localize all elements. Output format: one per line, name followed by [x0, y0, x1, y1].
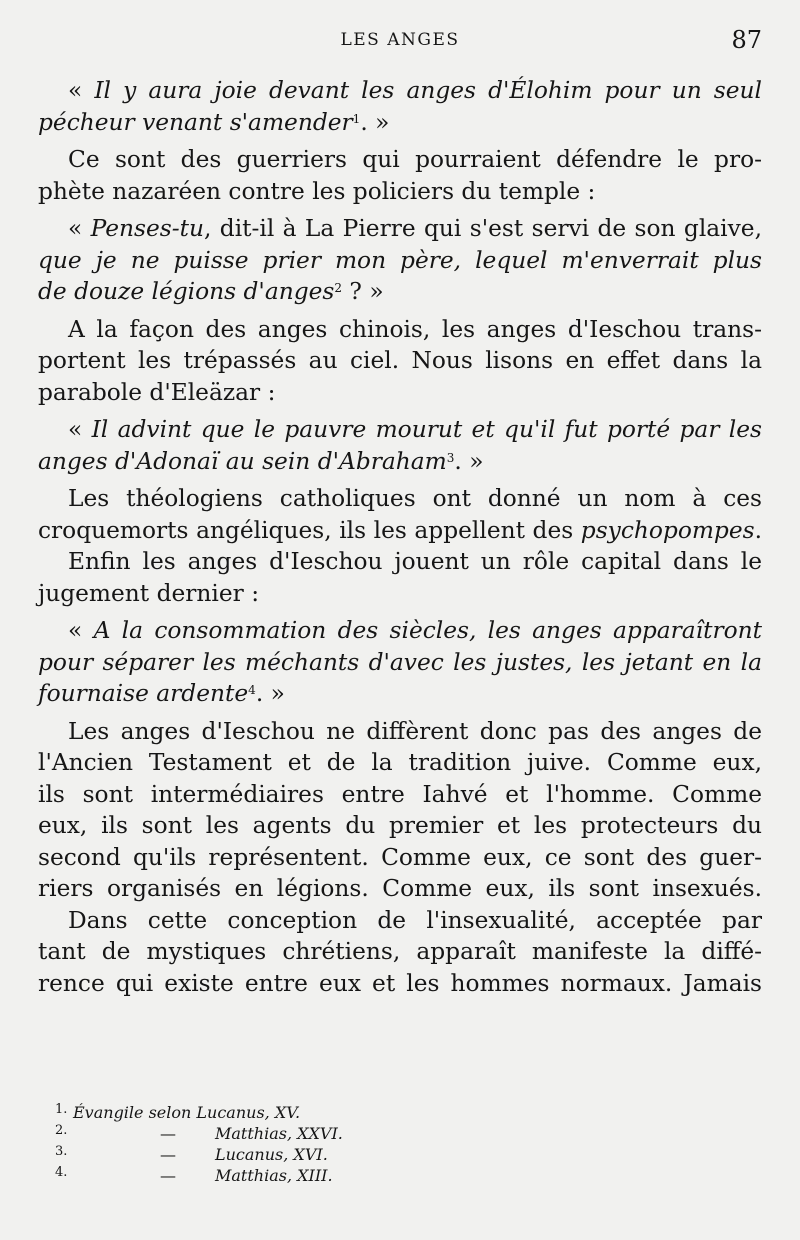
text-line: tant de mystiques chrétiens, apparaît manifeste la diffé-: [38, 938, 762, 965]
quotation: pécheur venant s'amender: [38, 108, 353, 136]
footnote-number: 3.: [55, 1144, 68, 1159]
quotation: Il y aura joie devant les anges d'Élohim pour un seul: [94, 77, 762, 104]
footnotes: [55, 1102, 415, 1186]
text-line: second qu'ils représentent. Comme eux, ce sont des guer-: [38, 843, 762, 871]
text-line: portent les trépassés au ciel. Nous lisons en effet dans la: [38, 347, 762, 374]
text-line: A la façon des anges chinois, les anges d'Ieschou trans-: [68, 315, 762, 343]
text-line: « Il y aura joie devant les anges d'Élohim pour un seul: [68, 77, 762, 104]
text-line: Dans cette conception de l'insexualité, acceptée par: [68, 906, 762, 934]
footnote-source: Matthias, XXVI.: [215, 1124, 343, 1143]
footnote: [55, 1102, 415, 1123]
text-line: « Penses-tu, dit-il à La Pierre qui s'est servi de son glaive,: [68, 215, 762, 242]
footnote-source: Matthias, XIII.: [215, 1166, 333, 1185]
footnote-ref: 3: [446, 450, 455, 465]
footnote-ref: 2: [334, 281, 343, 295]
footnote-ref: 4: [248, 683, 256, 697]
footnote: [55, 1123, 415, 1144]
text-line: Enfin les anges d'Ieschou jouent un rôle capital dans le: [68, 548, 762, 575]
text-line: ils sont intermédiaires entre Iahvé et l'homme. Comme: [38, 780, 762, 808]
footnote-number: 4.: [55, 1165, 68, 1180]
text-line: « A la consommation des siècles, les anges apparaîtront: [68, 617, 762, 644]
page-header: [38, 26, 762, 62]
body-text: [38, 75, 762, 999]
footnote-source: Évangile selon Lucanus, XV.: [73, 1103, 301, 1122]
ditto-dash: —: [160, 1124, 176, 1143]
footnote-source: Lucanus, XVI.: [215, 1145, 328, 1164]
text-line: Les anges d'Ieschou ne diffèrent donc pas des anges de: [68, 717, 762, 745]
text-line: phète nazaréen contre les policiers du temple :: [38, 177, 596, 205]
footnote: [55, 1144, 415, 1165]
text-line: que je ne puisse prier mon père, lequel m'enverrait plus: [38, 246, 762, 274]
ditto-dash: —: [160, 1166, 176, 1185]
text-line: Ce sont des guerriers qui pourraient défendre le pro-: [68, 146, 762, 173]
text-line: eux, ils sont les agents du premier et les protecteurs du: [38, 812, 762, 839]
text-line: pécheur venant s'amender$^1$. »: [38, 108, 390, 136]
ditto-dash: —: [160, 1145, 176, 1164]
text-line: jugement dernier :: [38, 579, 260, 607]
text-line: croquemorts angéliques, ils les appellent des psychopompes.: [38, 516, 762, 544]
footnote: [55, 1165, 415, 1186]
page-number: 87: [731, 26, 762, 54]
text-line: l'Ancien Testament et de la tradition juive. Comme eux,: [38, 749, 762, 776]
text-line: parabole d'Eleäzar :: [38, 378, 276, 406]
text-line: anges d'Adonaï au sein d'Abraham$^3$. »: [38, 447, 484, 475]
text-line: pour séparer les méchants d'avec les justes, les jetant en la: [38, 648, 762, 676]
text-line: rence qui existe entre eux et les hommes normaux. Jamais: [38, 969, 762, 997]
running-title: LES ANGES: [340, 30, 460, 50]
footnote-number: 2.: [55, 1123, 68, 1138]
text-line: fournaise ardente$^4$. »: [38, 680, 285, 707]
text-line: riers organisés en légions. Comme eux, ils sont insexués.: [38, 875, 762, 902]
text-line: « Il advint que le pauvre mourut et qu'il fut porté par les: [68, 416, 762, 443]
footnote-number: 1.: [55, 1102, 68, 1117]
text-line: Les théologiens catholiques ont donné un nom à ces: [68, 485, 762, 512]
text-line: de douze légions d'anges$^2$ ? »: [38, 278, 384, 305]
footnote-ref: 1: [352, 111, 361, 126]
